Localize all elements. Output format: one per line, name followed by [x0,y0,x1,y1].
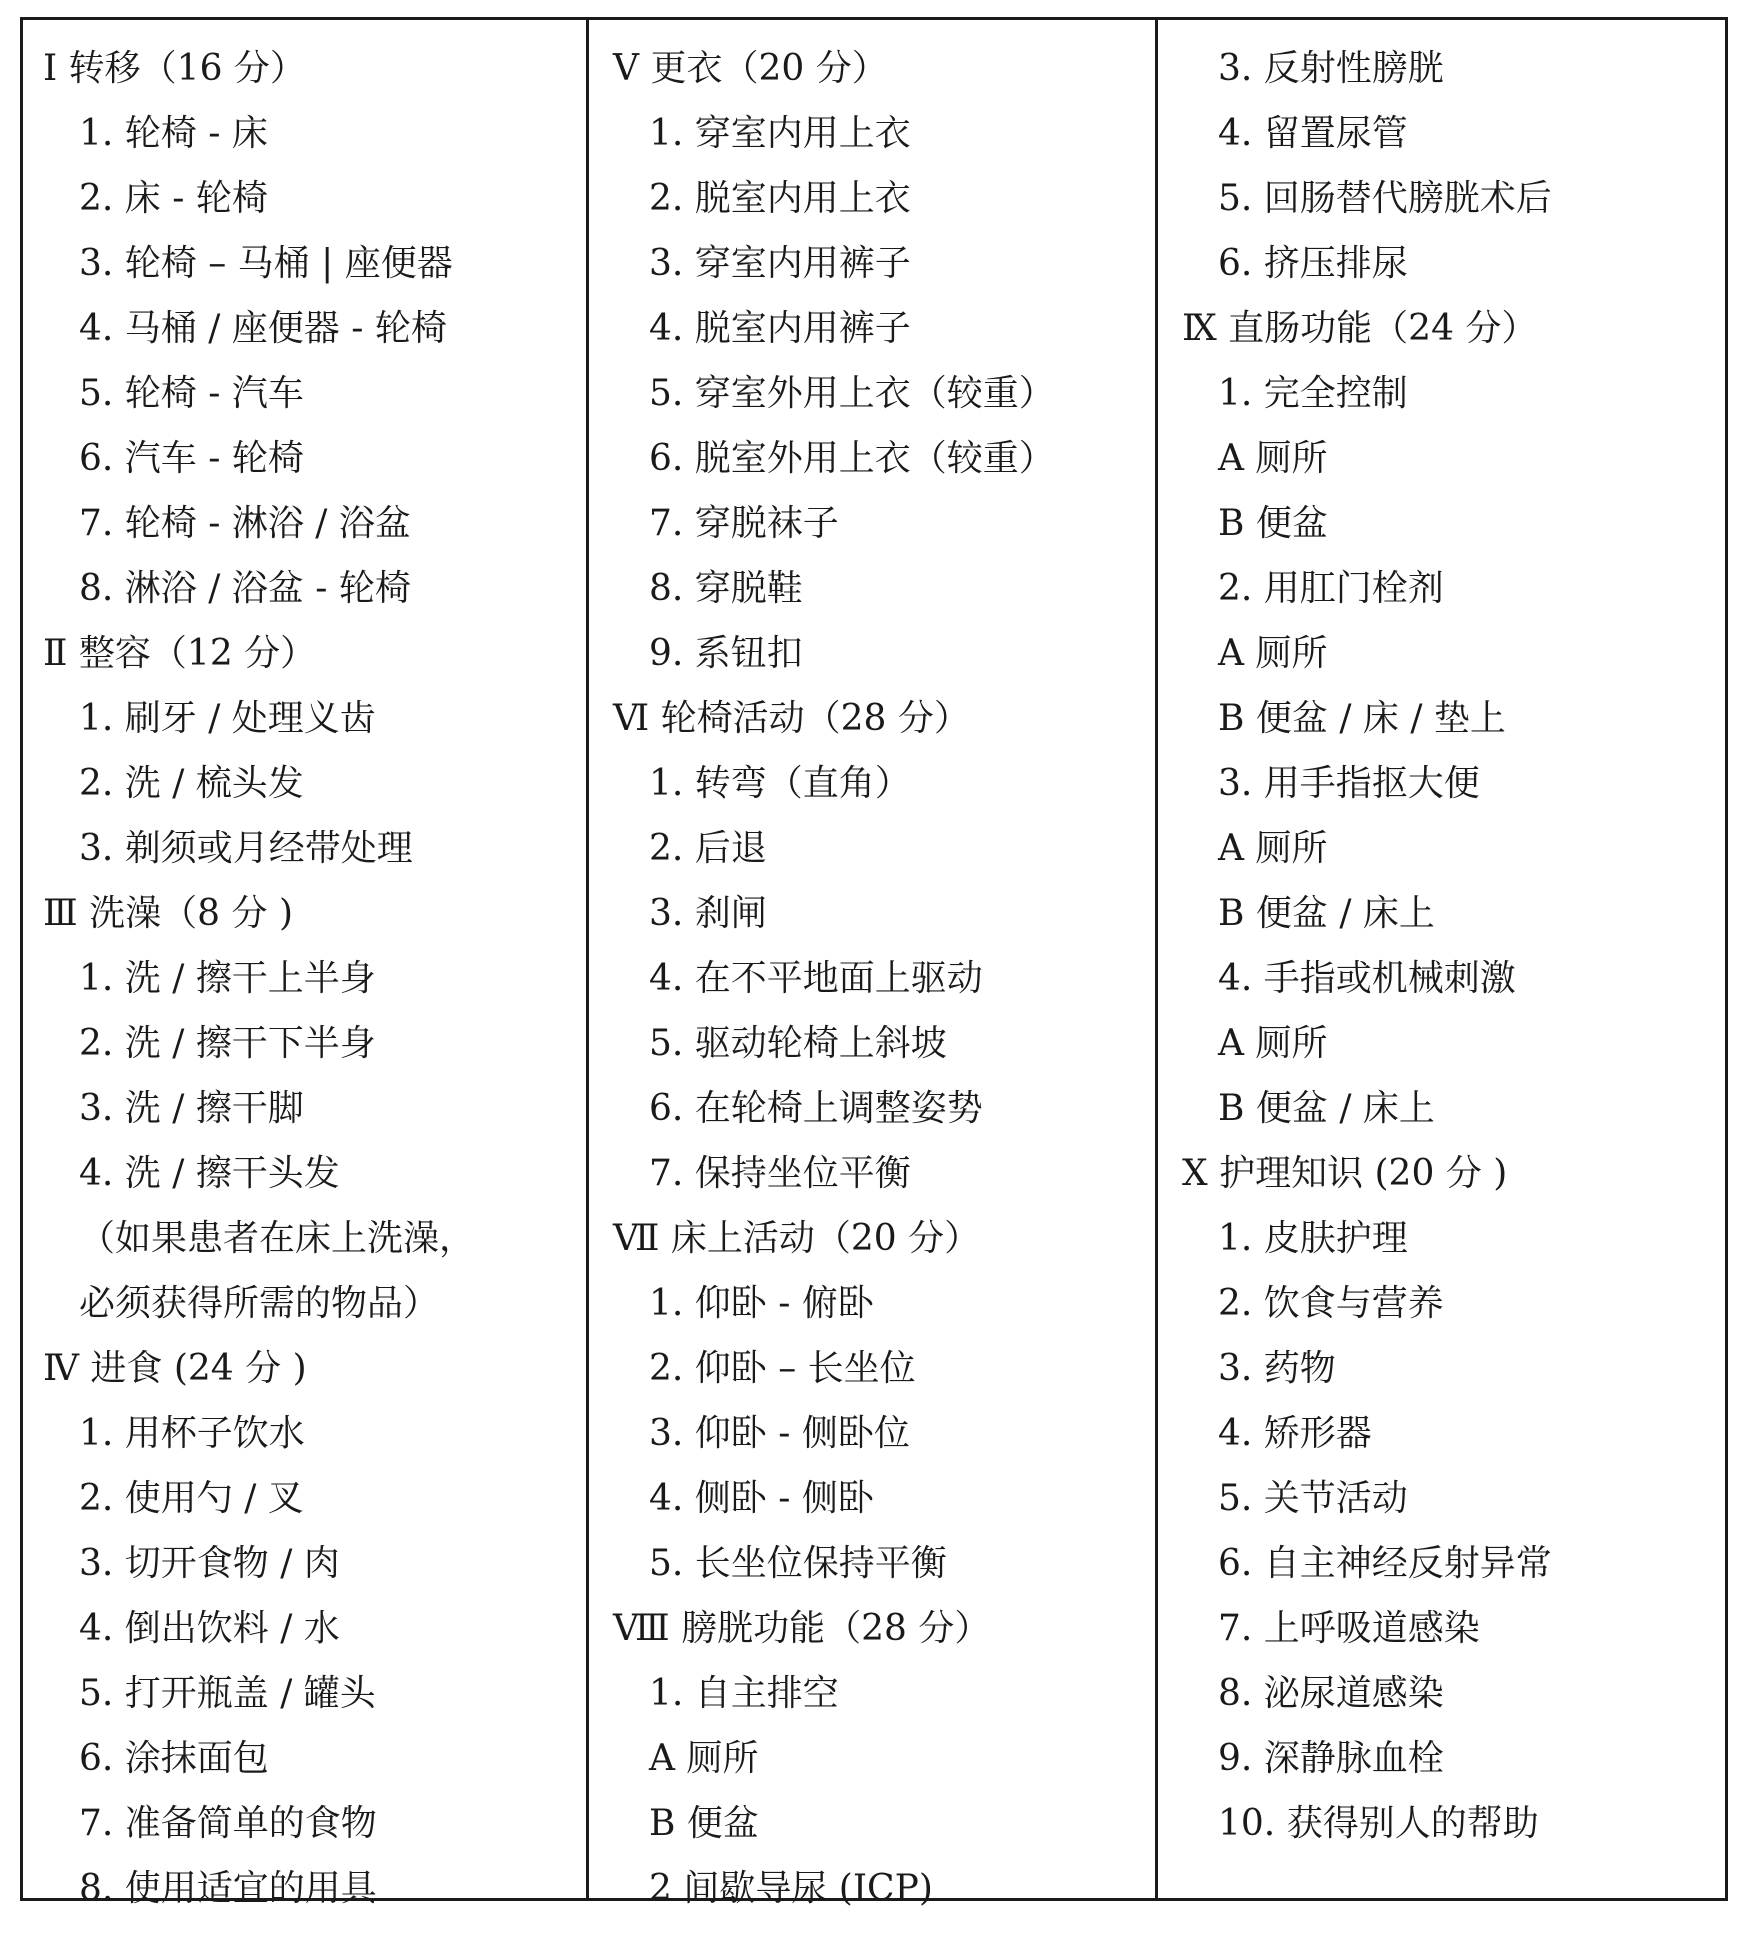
table-item: 6. 自主神经反射异常 [1218,1543,1552,1584]
table-item: 必须获得所需的物品） [79,1283,440,1324]
section-heading: I 转移（16 分） [43,48,306,89]
section-heading: Ⅱ 整容（12 分） [43,633,317,674]
table-item: 4. 洗 / 擦干头发 [79,1153,340,1194]
table-item: 3. 药物 [1218,1348,1336,1389]
table-item: 3. 剃须或月经带处理 [79,828,413,869]
table-item: 1. 自主排空 [649,1673,839,1714]
table-item: 2. 仰卧 – 长坐位 [649,1348,916,1389]
table-item: 7. 准备简单的食物 [79,1803,377,1844]
table-item: 8. 使用适宜的用具 [79,1868,377,1909]
table-item: 6. 汽车 - 轮椅 [79,438,304,479]
table-item: 1. 完全控制 [1218,373,1408,414]
table-item: 4. 在不平地面上驱动 [649,958,983,999]
table-item: 2. 后退 [649,828,767,869]
table-item: 6. 涂抹面包 [79,1738,269,1779]
table-item: B 便盆 [1218,503,1328,544]
table-item: 8. 泌尿道感染 [1218,1673,1444,1714]
table-item: 2. 饮食与营养 [1218,1283,1444,1324]
table-item: 1. 皮肤护理 [1218,1218,1408,1259]
table-item: B 便盆 [649,1803,759,1844]
table-item: 1. 仰卧 - 俯卧 [649,1283,874,1324]
table-item: （如果患者在床上洗澡， [79,1218,476,1259]
section-heading: Ⅲ 洗澡（8 分 ) [43,893,293,934]
section-heading: Ⅳ 进食 (24 分 ) [43,1348,307,1389]
table-item: A 厕所 [649,1738,759,1779]
table-item: 9. 深静脉血栓 [1218,1738,1444,1779]
table-item: 5. 打开瓶盖 / 罐头 [79,1673,376,1714]
table-item: 4. 侧卧 - 侧卧 [649,1478,874,1519]
table-column-1 [23,20,589,1909]
section-heading: Ⅷ 膀胱功能（28 分） [613,1608,991,1649]
table-item: 6. 在轮椅上调整姿势 [649,1088,983,1129]
table-item: B 便盆 / 床 / 垫上 [1218,698,1506,739]
table-item: 4. 倒出饮料 / 水 [79,1608,340,1649]
table-item: A 厕所 [1218,828,1328,869]
table-item: 4. 马桶 / 座便器 - 轮椅 [79,308,447,349]
table-item: 3. 切开食物 / 肉 [79,1543,340,1584]
table-item: 5. 穿室外用上衣（较重） [649,373,1055,414]
table-item: 1. 刷牙 / 处理义齿 [79,698,376,739]
section-heading: Ⅸ 直肠功能（24 分） [1182,308,1538,349]
table-item: 5. 轮椅 - 汽车 [79,373,304,414]
table-item: 2. 用肛门栓剂 [1218,568,1444,609]
table-item: 3. 轮椅 – 马桶 | 座便器 [79,243,453,284]
table-item: 2. 脱室内用上衣 [649,178,911,219]
table-item: 3. 用手指抠大便 [1218,763,1480,804]
table-item: 2. 洗 / 擦干下半身 [79,1023,376,1064]
table-item: 6. 挤压排尿 [1218,243,1408,284]
section-heading: Ⅹ 护理知识 (20 分 ) [1182,1153,1508,1194]
table-item: 7. 穿脱袜子 [649,503,839,544]
table-item: 8. 穿脱鞋 [649,568,803,609]
table-item: 3. 洗 / 擦干脚 [79,1088,304,1129]
table-item: A 厕所 [1218,633,1328,674]
table-item: 6. 脱室外用上衣（较重） [649,438,1055,479]
table-item: 5. 回肠替代膀胱术后 [1218,178,1552,219]
table-item: 10. 获得别人的帮助 [1218,1803,1539,1844]
table-column-2 [589,20,1158,1909]
table-item: 2. 洗 / 梳头发 [79,763,304,804]
table-item: 1. 穿室内用上衣 [649,113,911,154]
table-item: 7. 轮椅 - 淋浴 / 浴盆 [79,503,411,544]
table-item: 1. 用杯子饮水 [79,1413,305,1454]
table-item: A 厕所 [1218,1023,1328,1064]
table-item: 1. 轮椅 - 床 [79,113,268,154]
table-column-3 [1158,20,1725,1898]
section-heading: Ⅵ 轮椅活动（28 分） [613,698,970,739]
table-item: A 厕所 [1218,438,1328,479]
table-item: 1. 洗 / 擦干上半身 [79,958,376,999]
table-item: 2 间歇导尿 (ICP) [649,1868,933,1909]
table-item: 7. 上呼吸道感染 [1218,1608,1480,1649]
table-item: 3. 刹闸 [649,893,767,934]
table-item: 4. 脱室内用裤子 [649,308,911,349]
assessment-table [20,17,1728,1909]
table-item: 1. 转弯（直角） [649,763,911,804]
table-item: 4. 手指或机械刺激 [1218,958,1516,999]
section-heading: Ⅴ 更衣（20 分） [613,48,888,89]
table-item: 4. 矫形器 [1218,1413,1372,1454]
table-item: 3. 穿室内用裤子 [649,243,911,284]
table-item: 3. 反射性膀胱 [1218,48,1444,89]
table-item: 5. 驱动轮椅上斜坡 [649,1023,947,1064]
table-item: 9. 系钮扣 [649,633,803,674]
table-item: 5. 长坐位保持平衡 [649,1543,947,1584]
table-item: 7. 保持坐位平衡 [649,1153,911,1194]
table-item: 5. 关节活动 [1218,1478,1408,1519]
table-item: 8. 淋浴 / 浴盆 - 轮椅 [79,568,411,609]
table-item: 2. 床 - 轮椅 [79,178,268,219]
table-item: 4. 留置尿管 [1218,113,1408,154]
section-heading: Ⅶ 床上活动（20 分） [613,1218,981,1259]
table-item: 3. 仰卧 - 侧卧位 [649,1413,910,1454]
table-item: 2. 使用勺 / 叉 [79,1478,304,1519]
table-item: B 便盆 / 床上 [1218,1088,1435,1129]
table-item: B 便盆 / 床上 [1218,893,1435,934]
